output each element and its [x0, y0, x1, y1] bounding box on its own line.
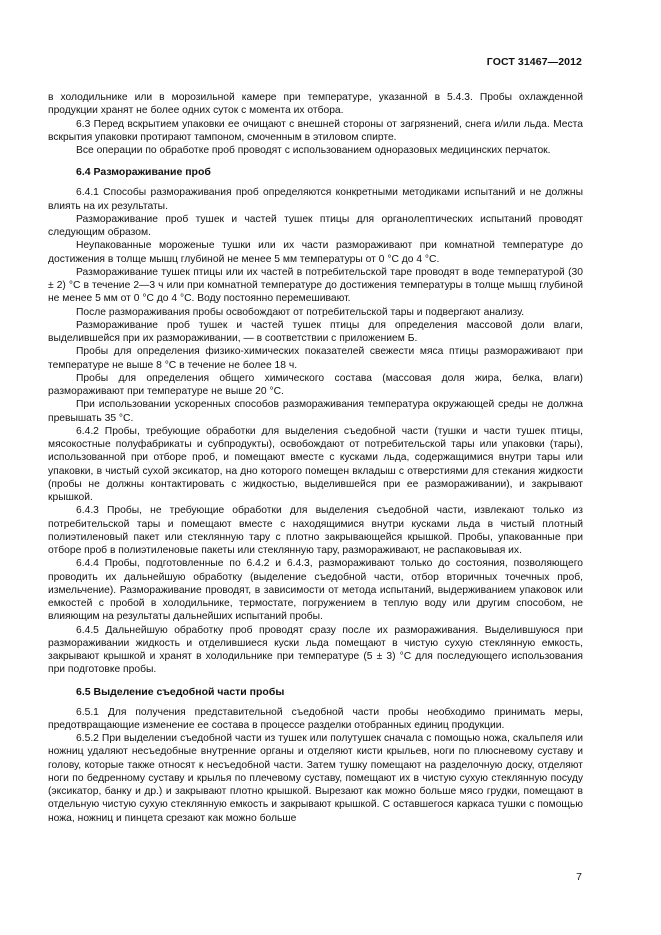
paragraph: 6.4.5 Дальнейшую обработку проб проводят сразу после их размораживания. Выделившуюся при размораживании жидкость и отделившиеся куски льда помещают в чистую сухую стеклянную емкость, закрывают крышкой и хранят в холодильнике при температуре (5 ± 3) °С для последующего использования при подготовке пробы. — [48, 624, 583, 676]
paragraph: 6.4.3 Пробы, не требующие обработки для выделения съедобной части, извлекают только из потребительской тары и помещают вместе с находящимися внутри кусками льда в чистый плотный полиэтиленовый пакет или стеклянную тару с плотно закрывающейся крышкой. Пробы, упакованные при отборе проб в полиэтиленовые пакеты или стеклянную тару, размораживают, не распаковывая их. — [48, 505, 583, 556]
paragraph: Размораживание проб тушек и частей тушек птицы для определения массовой доли влаги, выделившейся при их размораживании, — в соответствии с приложением Б. — [48, 319, 583, 344]
paragraph: 6.4.4 Пробы, подготовленные по 6.4.2 и 6.4.3, размораживают только до состояния, позволяющего проводить их дальнейшую обработку (выделение съедобной части, отбор вторичных точечных проб, измельчение). Размораживание проводят, в зависимости от метода испытаний, выдерживанием упаковок или емкостей с пробой в холодильнике, термостате, погружением в теплую воду или другим способом, не влияющим на результаты дальнейших испытаний пробы. — [48, 558, 583, 623]
paragraph: 6.4.1 Способы размораживания проб определяются конкретными методиками испытаний и не должны влиять на их результаты. — [48, 187, 583, 212]
paragraph: Размораживание проб тушек и частей тушек птицы для органолептических испытаний проводят следующим образом. — [48, 213, 583, 238]
document-header: ГОСТ 31467—2012 — [486, 56, 582, 68]
document-body — [48, 91, 583, 825]
paragraph: Размораживание тушек птицы или их частей в потребительской таре проводят в воде температурой (30 ± 2) °С в течение 2—3 ч или при комнатной температуре до достижения температуры в толще мышц глубиной не менее 5 мм от 0 °С до 4 °С. Воду постоянно перемешивают. — [48, 266, 583, 305]
page-number: 7 — [576, 871, 582, 883]
paragraph: 6.3 Перед вскрытием упаковки ее очищают с внешней стороны от загрязнений, снега и/или льда. Места вскрытия упаковки протирают тампоном, смоченным в этиловом спирте. — [48, 118, 583, 143]
paragraph: 6.4.2 Пробы, требующие обработки для выделения съедобной части (тушки и части тушек птицы, мясокостные полуфабрикаты и субпродукты), освобождают от потребительской тары или упаковки (тары), использованной при отборе проб, и помещают вместе с кусками льда, содержащимися внутри тары или упаковки, в чистый сухой эксикатор, на дно которого помещен вкладыш с отверстиями для стекания жидкости (пробы не должны контактировать с жидкостью, выделившейся при ее размораживании), и закрывают крышкой. — [48, 425, 583, 503]
section-heading-6-5: 6.5 Выделение съедобной части пробы — [76, 685, 285, 698]
paragraph: 6.5.2 При выделении съедобной части из тушек или полутушек сначала с помощью ножа, скальпеля или ножниц удаляют несъедобные внутренние органы и отделяют кисти крыльев, ноги по плюсневому суставу и голову, которые также относят к несъедобной части. Затем тушку помещают на разделочную доску, отделяют ноги по бедренному суставу и крылья по плечевому суставу, помещают их в чистую сухую стеклянную посуду (эксикатор, банку и др.) и закрывают плотно крышкой. Вырезают как можно больше мясо грудки, помещают в отдельную чистую сухую стеклянную емкость и закрывают крышкой. С оставшегося каркаса тушки с помощью ножа, ножниц и пинцета срезают как можно больше — [48, 733, 583, 824]
paragraph: При использовании ускоренных способов размораживания температура окружающей среды не должна превышать 35 °С. — [48, 399, 583, 424]
paragraph: в холодильнике или в морозильной камере при температуре, указанной в 5.4.3. Пробы охлажденной продукции хранят не более одних суток с момента их отбора. — [48, 92, 583, 117]
paragraph: 6.5.1 Для получения представительной съедобной части пробы необходимо принимать меры, предотвращающие изменение ее состава в процессе разделки отобранных единиц продукции. — [48, 706, 583, 731]
paragraph: Пробы для определения физико-химических показателей свежести мяса птицы размораживают при температуре не выше 8 °С в течение не более 18 ч. — [48, 346, 583, 371]
paragraph: Пробы для определения общего химического состава (массовая доля жира, белка, влаги) размораживают при температуре не выше 20 °С. — [48, 372, 583, 397]
paragraph: Неупакованные мороженые тушки или их части размораживают при комнатной температуре до достижения в толще мышц глубиной не менее 5 мм температуры от 0 °С до 4 °С. — [48, 240, 583, 265]
paragraph: Все операции по обработке проб проводят с использованием одноразовых медицинских перчаток. — [76, 145, 551, 156]
section-heading-6-4: 6.4 Размораживание проб — [76, 166, 211, 179]
paragraph: После размораживания пробы освобождают от потребительской тары и подвергают анализу. — [76, 306, 525, 318]
